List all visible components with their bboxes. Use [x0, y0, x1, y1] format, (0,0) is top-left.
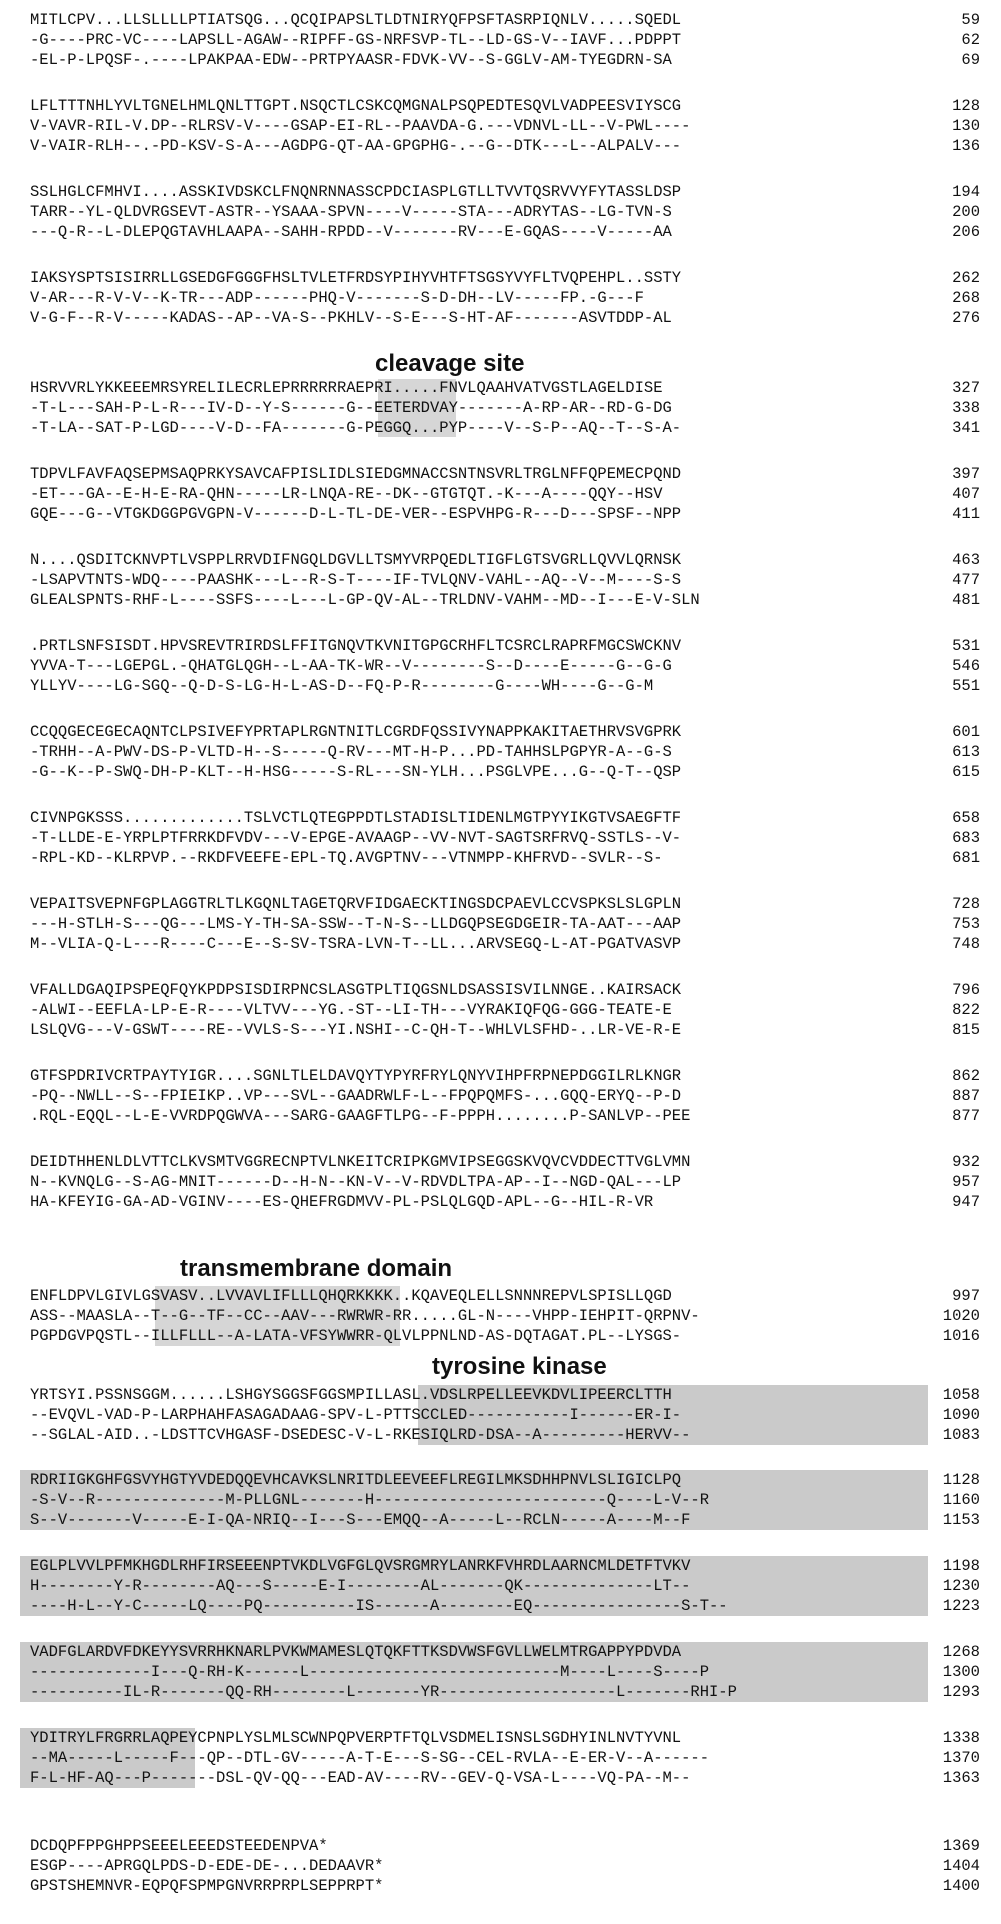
sequence-row: F-L-HF-AQ---P-------DSL-QV-QQ---EAD-AV----RV--GEV-Q-VSA-L----VQ-PA--M-- 1363 — [30, 1769, 980, 1787]
sequence-row: VEPAITSVEPNFGPLAGGTRLTLKGQNLTAGETQRVFIDGAECKTINGSDCPAEVLCCVSPKSLSLGPLN 728 — [30, 895, 980, 913]
sequence-row: -------------I---Q-RH-K------L---------------------------M----L----S----P 1300 — [30, 1663, 980, 1681]
sequence-row: VADFGLARDVFDKEYYSVRRHKNARLPVKWMAMESLQTQKFTTKSDVWSFGVLLWELMTRGAPPYPDVDA 1268 — [30, 1643, 980, 1661]
sequence-row: MITLCPV...LLSLLLLPTIATSQG...QCQIPAPSLTLDTNIRYQFPSFTASRPIQNLV.....SQEDL 59 — [30, 11, 980, 29]
sequence-row: V-VAVR-RIL-V.DP--RLRSV-V----GSAP-EI-RL--PAAVDA-G.---VDNVL-LL--V-PWL---- 130 — [30, 117, 980, 135]
alignment-block — [30, 464, 980, 524]
sequence-row: -EL-P-LPQSF-.----LPAKPAA-EDW--PRTPYAASR-FDVK-VV--S-GGLV-AM-TYEGDRN-SA 69 — [30, 51, 980, 69]
alignment-block — [30, 894, 980, 954]
sequence-row: TDPVLFAVFAQSEPMSAQPRKYSAVCAFPISLIDLSIEDGMNACCSNTNSVRLTRGLNFFQPEMECPQND 397 — [30, 465, 980, 483]
sequence-row: --EVQVL-VAD-P-LARPHAHFASAGADAAG-SPV-L-PTTSCCLED-----------I------ER-I- 1090 — [30, 1406, 980, 1424]
alignment-block — [30, 636, 980, 696]
sequence-row: --SGLAL-AID..-LDSTTCVHGASF-DSEDESC-V-L-RKESIQLRD-DSA--A---------HERVV-- 1083 — [30, 1426, 980, 1444]
alignment-block — [30, 1286, 980, 1346]
sequence-row: V-G-F--R-V-----KADAS--AP--VA-S--PKHLV--S-E---S-HT-AF-------ASVTDDP-AL 276 — [30, 309, 980, 327]
sequence-row: SSLHGLCFMHVI....ASSKIVDSKCLFNQNRNNASSCPDCIASPLGTLLTVVTQSRVVYFYTASSLDSP 194 — [30, 183, 980, 201]
sequence-row: DEIDTHHENLDLVTTCLKVSMTVGGRECNPTVLNKEITCRIPKGMVIPSEGGSKVQVCVDDECTTVGLVMN 932 — [30, 1153, 980, 1171]
sequence-row: TARR--YL-QLDVRGSEVT-ASTR--YSAAA-SPVN----V-----STA---ADRYTAS--LG-TVN-S 200 — [30, 203, 980, 221]
sequence-row: V-VAIR-RLH--.-PD-KSV-S-A---AGDPG-QT-AA-GPGPHG-.--G--DTK---L--ALPALV--- 136 — [30, 137, 980, 155]
sequence-row: LFLTTTNHLYVLTGNELHMLQNLTTGPT.NSQCTLCSKCQMGNALPSQPEDTESQVLVADPEESVIYSCG 128 — [30, 97, 980, 115]
sequence-row: --MA-----L-----F---QP--DTL-GV-----A-T-E---S-SG--CEL-RVLA--E-ER-V--A------ 1370 — [30, 1749, 980, 1767]
sequence-row: ASS--MAASLA--T--G--TF--CC--AAV---RWRWR-RR.....GL-N----VHPP-IEHPIT-QRPNV- 1020 — [30, 1307, 980, 1325]
sequence-row: H--------Y-R--------AQ---S-----E-I--------AL-------QK--------------LT-- 1230 — [30, 1577, 980, 1595]
sequence-row: GPSTSHEMNVR-EQPQFSPMPGNVRRPRPLSEPPRPT* 1400 — [30, 1877, 980, 1895]
alignment-block — [30, 550, 980, 610]
alignment-block — [30, 980, 980, 1040]
transmembrane-domain-label: transmembrane domain — [180, 1255, 453, 1282]
sequence-row: .PRTLSNFSISDT.HPVSREVTRIRDSLFFITGNQVTKVNITGPGCRHFLTCSRCLRAPRFMGCSWCKNV 531 — [30, 637, 980, 655]
sequence-row: N....QSDITCKNVPTLVSPPLRRVDIFNGQLDGVLLTSMYVRPQEDLTIGFLGTSVGRLLQVVLQRNSK 463 — [30, 551, 980, 569]
alignment-block — [30, 1152, 980, 1212]
alignment-block — [30, 1470, 980, 1530]
alignment-block — [30, 808, 980, 868]
alignment-block — [30, 182, 980, 242]
alignment-block — [30, 10, 980, 70]
sequence-row: -S-V--R--------------M-PLLGNL-------H-------------------------Q----L-V--R 1160 — [30, 1491, 980, 1509]
sequence-row: N--KVNQLG--S-AG-MNIT------D--H-N--KN-V--V-RDVDLTPA-AP--I--NGD-QAL---LP 957 — [30, 1173, 980, 1191]
sequence-row: GTFSPDRIVCRTPAYTYIGR....SGNLTLELDAVQYTYPYRFRYLQNYVIHPFRPNEPDGGILRLKNGR 862 — [30, 1067, 980, 1085]
sequence-row: IAKSYSPTSISIRRLLGSEDGFGGGFHSLTVLETFRDSYPIHYVHTFTSGSYVYFLTVQPEHPL..SSTY 262 — [30, 269, 980, 287]
sequence-row: -ET---GA--E-H-E-RA-QHN-----LR-LNQA-RE--DK--GTGTQT.-K---A----QQY--HSV 407 — [30, 485, 980, 503]
sequence-row: HA-KFEYIG-GA-AD-VGINV----ES-QHEFRGDMVV-PL-PSLQLGQD-APL--G--HIL-R-VR 947 — [30, 1193, 980, 1211]
sequence-row: GQE---G--VTGKDGGPGVGPN-V------D-L-TL-DE-VER--ESPVHPG-R---D---SPSF--NPP 411 — [30, 505, 980, 523]
sequence-row: YVVA-T---LGEPGL.-QHATGLQGH--L-AA-TK-WR--V--------S--D----E-----G--G-G 546 — [30, 657, 980, 675]
sequence-row: CCQQGECEGECAQNTCLPSIVEFYPRTAPLRGNTNITLCGRDFQSSIVYNAPPKAKITAETHRVSVGPRK 601 — [30, 723, 980, 741]
sequence-row: HSRVVRLYKKEEEMRSYRELILECRLEPRRRRRRAEPRI.....FNVLQAAHVATVGSTLAGELDISE 327 — [30, 379, 980, 397]
tyrosine-kinase-label: tyrosine kinase — [432, 1353, 607, 1380]
sequence-row: VFALLDGAQIPSPEQFQYKPDPSISDIRPNCSLASGTPLTIQGSNLDSASSISVILNNGE..KAIRSACK 796 — [30, 981, 980, 999]
sequence-row: ----H-L--Y-C-----LQ----PQ----------IS------A--------EQ----------------S-T-- 1223 — [30, 1597, 980, 1615]
sequence-row: S--V-------V-----E-I-QA-NRIQ--I---S---EMQQ--A-----L--RCLN-----A----M--F 1153 — [30, 1511, 980, 1529]
sequence-row: -ALWI--EEFLA-LP-E-R----VLTVV---YG.-ST--LI-TH---VYRAKIQFQG-GGG-TEATE-E 822 — [30, 1001, 980, 1019]
alignment-block — [30, 1728, 980, 1788]
sequence-row: YRTSYI.PSSNSGGM......LSHGYSGGSFGGSMPILLASL.VDSLRPELLEEVKDVLIPEERCLTTH 1058 — [30, 1386, 980, 1404]
alignment-block — [30, 1066, 980, 1126]
alignment-block — [30, 1556, 980, 1616]
alignment-block — [30, 96, 980, 156]
sequence-row: PGPDGVPQSTL--ILLFLLL--A-LATA-VFSYWWRR-QLVLPPNLND-AS-DQTAGAT.PL--LYSGS- 1016 — [30, 1327, 980, 1345]
sequence-row: -T-LA--SAT-P-LGD----V-D--FA-------G-PEGGQ...PYP----V--S-P--AQ--T--S-A- 341 — [30, 419, 980, 437]
sequence-row: EGLPLVVLPFMKHGDLRHFIRSEEENPTVKDLVGFGLQVSRGMRYLANRKFVHRDLAARNCMLDETFTVKV 1198 — [30, 1557, 980, 1575]
sequence-row: DCDQPFPPGHPPSEEELEEEDSTEEDENPVA* 1369 — [30, 1837, 980, 1855]
alignment-block — [30, 1385, 980, 1445]
sequence-row: -LSAPVTNTS-WDQ----PAASHK---L--R-S-T----IF-TVLQNV-VAHL--AQ--V--M----S-S 477 — [30, 571, 980, 589]
alignment-block — [30, 1836, 980, 1896]
sequence-row: RDRIIGKGHFGSVYHGTYVDEDQQEVHCAVKSLNRITDLEEVEEFLREGILMKSDHHPNVLSLIGICLPQ 1128 — [30, 1471, 980, 1489]
alignment-block — [30, 268, 980, 328]
sequence-row: ----------IL-R-------QQ-RH--------L-------YR-------------------L-------RHI-P 1293 — [30, 1683, 980, 1701]
sequence-row: -TRHH--A-PWV-DS-P-VLTD-H--S-----Q-RV---MT-H-P...PD-TAHHSLPGPYR-A--G-S 613 — [30, 743, 980, 761]
sequence-row: GLEALSPNTS-RHF-L----SSFS----L---L-GP-QV-AL--TRLDNV-VAHM--MD--I---E-V-SLN 481 — [30, 591, 980, 609]
sequence-row: -PQ--NWLL--S--FPIEIKP..VP---SVL--GAADRWLF-L--FPQPQMFS-...GQQ-ERYQ--P-D 887 — [30, 1087, 980, 1105]
sequence-row: -G--K--P-SWQ-DH-P-KLT--H-HSG-----S-RL---SN-YLH...PSGLVPE...G--Q-T--QSP 615 — [30, 763, 980, 781]
sequence-row: -RPL-KD--KLRPVP.--RKDFVEEFE-EPL-TQ.AVGPTNV---VTNMPP-KHFRVD--SVLR--S- 681 — [30, 849, 980, 867]
sequence-row: CIVNPGKSSS.............TSLVCTLQTEGPPDTLSTADISLTIDENLMGTPYYIKGTVSAEGFTF 658 — [30, 809, 980, 827]
sequence-row: ESGP----APRGQLPDS-D-EDE-DE-...DEDAAVR* 1404 — [30, 1857, 980, 1875]
alignment-block — [30, 1642, 980, 1702]
cleavage-site-label: cleavage site — [375, 350, 525, 377]
sequence-row: -G----PRC-VC----LAPSLL-AGAW--RIPFF-GS-NRFSVP-TL--LD-GS-V--IAVF...PDPPT 62 — [30, 31, 980, 49]
sequence-row: LSLQVG---V-GSWT----RE--VVLS-S---YI.NSHI--C-QH-T--WHLVLSFHD-..LR-VE-R-E 815 — [30, 1021, 980, 1039]
sequence-row: M--VLIA-Q-L---R----C---E--S-SV-TSRA-LVN-T--LL...ARVSEGQ-L-AT-PGATVASVP 748 — [30, 935, 980, 953]
alignment-block — [30, 722, 980, 782]
sequence-row: -T-L---SAH-P-L-R---IV-D--Y-S------G--EETERDVAY-------A-RP-AR--RD-G-DG 338 — [30, 399, 980, 417]
sequence-row: ENFLDPVLGIVLGSVASV..LVVAVLIFLLLQHQRKKKK..KQAVEQLELLSNNNREPVLSPISLLQGD 997 — [30, 1287, 980, 1305]
sequence-row: ---H-STLH-S---QG---LMS-Y-TH-SA-SSW--T-N-S--LLDGQPSEGDGEIR-TA-AAT---AAP 753 — [30, 915, 980, 933]
sequence-row: .RQL-EQQL--L-E-VVRDPQGWVA---SARG-GAAGFTLPG--F-PPPH........P-SANLVP--PEE 877 — [30, 1107, 980, 1125]
alignment-block — [30, 378, 980, 438]
sequence-row: YDITRYLFRGRRLAQPEYCPNPLYSLMLSCWNPQPVERPTFTQLVSDMELISNSLSGDHYINLNVTYVNL 1338 — [30, 1729, 980, 1747]
sequence-row: V-AR---R-V-V--K-TR---ADP------PHQ-V-------S-D-DH--LV-----FP.-G---F 268 — [30, 289, 980, 307]
sequence-row: -T-LLDE-E-YRPLPTFRRKDFVDV---V-EPGE-AVAAGP--VV-NVT-SAGTSRFRVQ-SSTLS--V- 683 — [30, 829, 980, 847]
sequence-row: ---Q-R--L-DLEPQGTAVHLAAPA--SAHH-RPDD--V-------RV---E-GQAS----V-----AA 206 — [30, 223, 980, 241]
sequence-row: YLLYV----LG-SGQ--Q-D-S-LG-H-L-AS-D--FQ-P-R--------G----WH----G--G-M 551 — [30, 677, 980, 695]
